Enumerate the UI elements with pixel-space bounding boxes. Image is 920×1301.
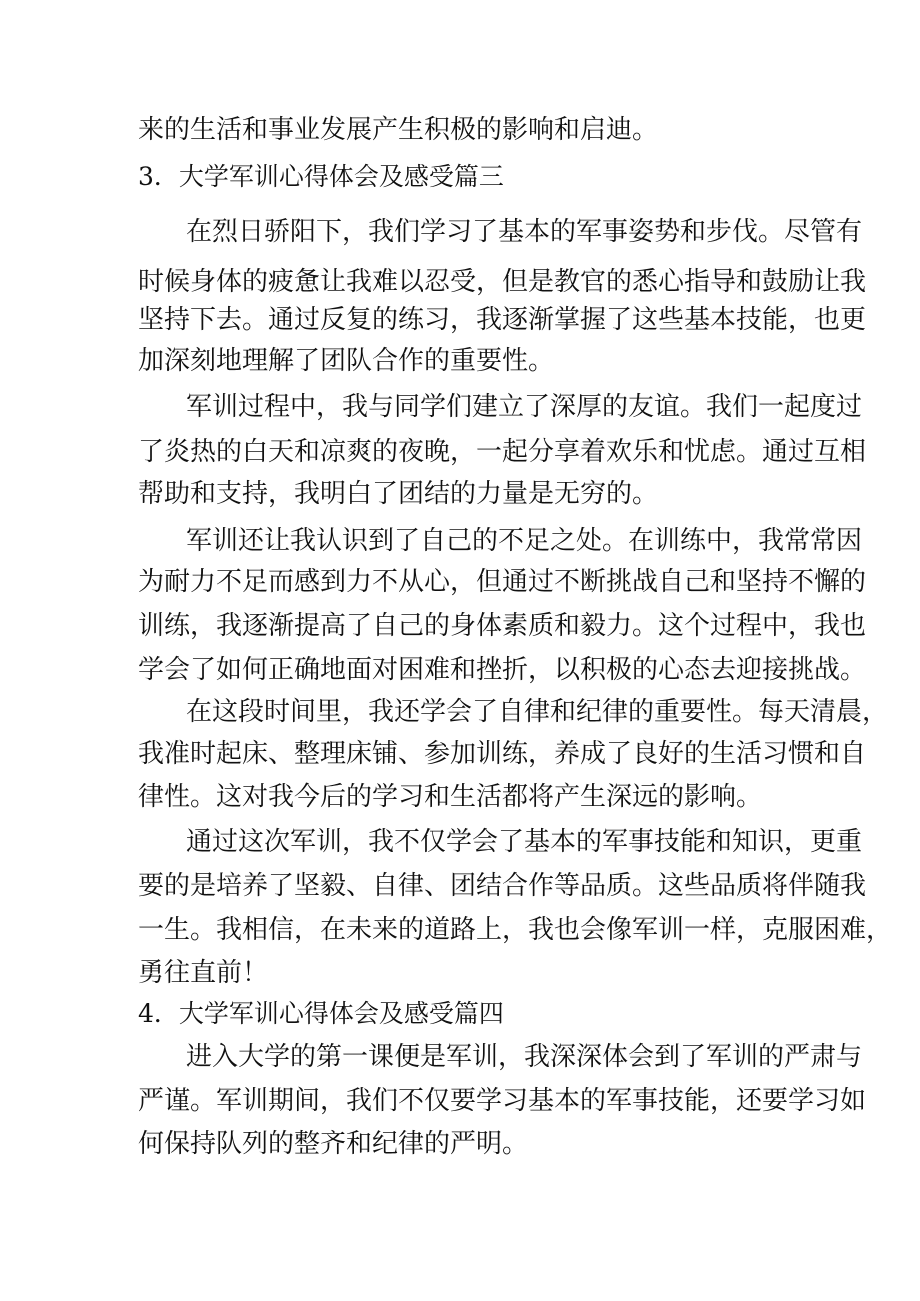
section-heading: 3．大学军训心得体会及感受篇三 [138, 162, 504, 191]
paragraph-line: 时候身体的疲惫让我难以忍受，但是教官的悉心指导和鼓励让我 [138, 267, 867, 297]
paragraph-line: 通过这次军训，我不仅学会了基本的军事技能和知识，更重 [186, 827, 863, 857]
paragraph-line: 在烈日骄阳下，我们学习了基本的军事姿势和步伐。尽管有 [186, 217, 863, 247]
paragraph-line: 训练，我逐渐提高了自己的身体素质和毅力。这个过程中，我也 [138, 611, 867, 641]
paragraph-line: 军训还让我认识到了自己的不足之处。在训练中，我常常因 [186, 526, 863, 556]
paragraph-line: 进入大学的第一课便是军训，我深深体会到了军训的严肃与 [186, 1042, 863, 1072]
paragraph-line: 要的是培养了坚毅、自律、团结合作等品质。这些品质将伴随我 [138, 871, 867, 901]
paragraph-line: 坚持下去。通过反复的练习，我逐渐掌握了这些基本技能，也更 [138, 305, 867, 335]
paragraph-line: 勇往直前！ [138, 958, 269, 988]
paragraph-line: 了炎热的白天和凉爽的夜晚，一起分享着欢乐和忧虑。通过互相 [138, 437, 867, 467]
paragraph-line: 为耐力不足而感到力不从心，但通过不断挑战自己和坚持不懈的 [138, 567, 867, 597]
paragraph-line: 来的生活和事业发展产生积极的影响和启迪。 [138, 115, 659, 145]
section-heading: 4．大学军训心得体会及感受篇四 [138, 999, 504, 1028]
paragraph-line: 在这段时间里，我还学会了自律和纪律的重要性。每天清晨， [186, 697, 889, 727]
paragraph-line: 加深刻地理解了团队合作的重要性。 [138, 346, 555, 376]
paragraph-line: 帮助和支持，我明白了团结的力量是无穷的。 [138, 479, 659, 509]
paragraph-line: 我准时起床、整理床铺、参加训练，养成了良好的生活习惯和自 [138, 739, 867, 769]
paragraph-line: 律性。这对我今后的学习和生活都将产生深远的影响。 [138, 782, 763, 812]
paragraph-line: 一生。我相信，在未来的道路上，我也会像军训一样，克服困难， [138, 915, 893, 945]
paragraph-line: 军训过程中，我与同学们建立了深厚的友谊。我们一起度过 [186, 392, 863, 422]
paragraph-line: 学会了如何正确地面对困难和挫折，以积极的心态去迎接挑战。 [138, 655, 867, 685]
paragraph-line: 何保持队列的整齐和纪律的严明。 [138, 1129, 529, 1159]
paragraph-line: 严谨。军训期间，我们不仅要学习基本的军事技能，还要学习如 [138, 1086, 867, 1116]
